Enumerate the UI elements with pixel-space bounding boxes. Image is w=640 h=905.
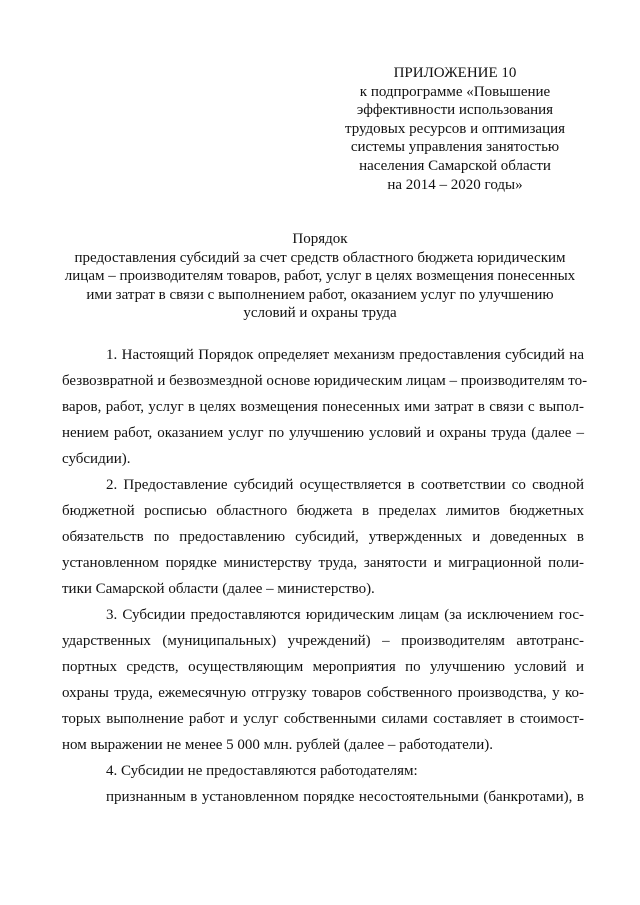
paragraph-3: [62, 602, 584, 758]
appendix-line: системы управления занятостью: [350, 139, 560, 156]
paragraph-line: нением работ, оказанием услуг по улучшению условий и охраны труда (далее –: [62, 425, 584, 441]
appendix-header: [330, 64, 580, 194]
document-title-line: лицам – производителям товаров, работ, услуг в целях возмещения понесенных: [64, 268, 576, 285]
paragraph-line: портных средств, осуществляющим мероприятия по улучшению условий и: [62, 659, 584, 675]
paragraph-1: [62, 342, 588, 472]
appendix-line: на 2014 – 2020 годы»: [387, 176, 523, 193]
paragraph-line: 4. Субсидии не предоставляются работодателям:: [106, 763, 418, 779]
paragraph-line: варов, работ, услуг в целях возмещения понесенных ими затрат в связи с выпол-: [62, 399, 584, 415]
appendix-line: населения Самарской области: [359, 157, 551, 174]
paragraph-line: 2. Предоставление субсидий осуществляется в соответствии со сводной: [106, 477, 584, 493]
paragraph-line: обязательств по предоставлению субсидий, утвержденных и доведенных в: [62, 529, 584, 545]
paragraph-line: тики Самарской области (далее – министерство).: [62, 581, 375, 597]
paragraph-line: торых выполнение работ и услуг собственными силами составляет в стоимост-: [62, 711, 584, 727]
appendix-line: к подпрограмме «Повышение: [359, 83, 551, 100]
document-title-line: ими затрат в связи с выполнением работ, оказанием услуг по улучшению: [86, 286, 554, 303]
paragraph-5: [62, 784, 584, 810]
document-body: [62, 342, 588, 810]
paragraph-line: бюджетной росписью областного бюджета в пределах лимитов бюджетных: [62, 503, 584, 519]
document-title-heading: Порядок: [292, 231, 348, 247]
paragraph-line: охраны труда, ежемесячную отгрузку товаров собственного производства, у ко-: [62, 685, 584, 701]
appendix-line: эффективности использования: [356, 102, 554, 119]
appendix-line: трудовых ресурсов и оптимизация: [344, 120, 566, 137]
paragraph-line: 3. Субсидии предоставляются юридическим лицам (за исключением гос-: [106, 607, 584, 623]
paragraph-line: установленном порядке министерству труда, занятости и миграционной поли-: [62, 555, 584, 571]
paragraph-line: ударственных (муниципальных) учреждений) – производителям автотранс-: [62, 633, 584, 649]
document-title-line: условий и охраны труда: [243, 305, 397, 322]
document-title: [40, 230, 600, 323]
paragraph-4: [62, 758, 584, 784]
paragraph-line: субсидии).: [62, 451, 131, 467]
appendix-title: ПРИЛОЖЕНИЕ 10: [393, 65, 517, 81]
paragraph-2: [62, 472, 584, 602]
paragraph-line: признанным в установленном порядке несостоятельными (банкротами), в: [106, 789, 584, 805]
paragraph-line: безвозвратной и безвозмездной основе юридическим лицам – производителям то-: [62, 373, 588, 389]
document-title-line: предоставления субсидий за счет средств областного бюджета юридическим: [74, 249, 566, 266]
paragraph-line: ном выражении не менее 5 000 млн. рублей (далее – работодатели).: [62, 737, 494, 753]
paragraph-line: 1. Настоящий Порядок определяет механизм предоставления субсидий на: [106, 347, 584, 363]
